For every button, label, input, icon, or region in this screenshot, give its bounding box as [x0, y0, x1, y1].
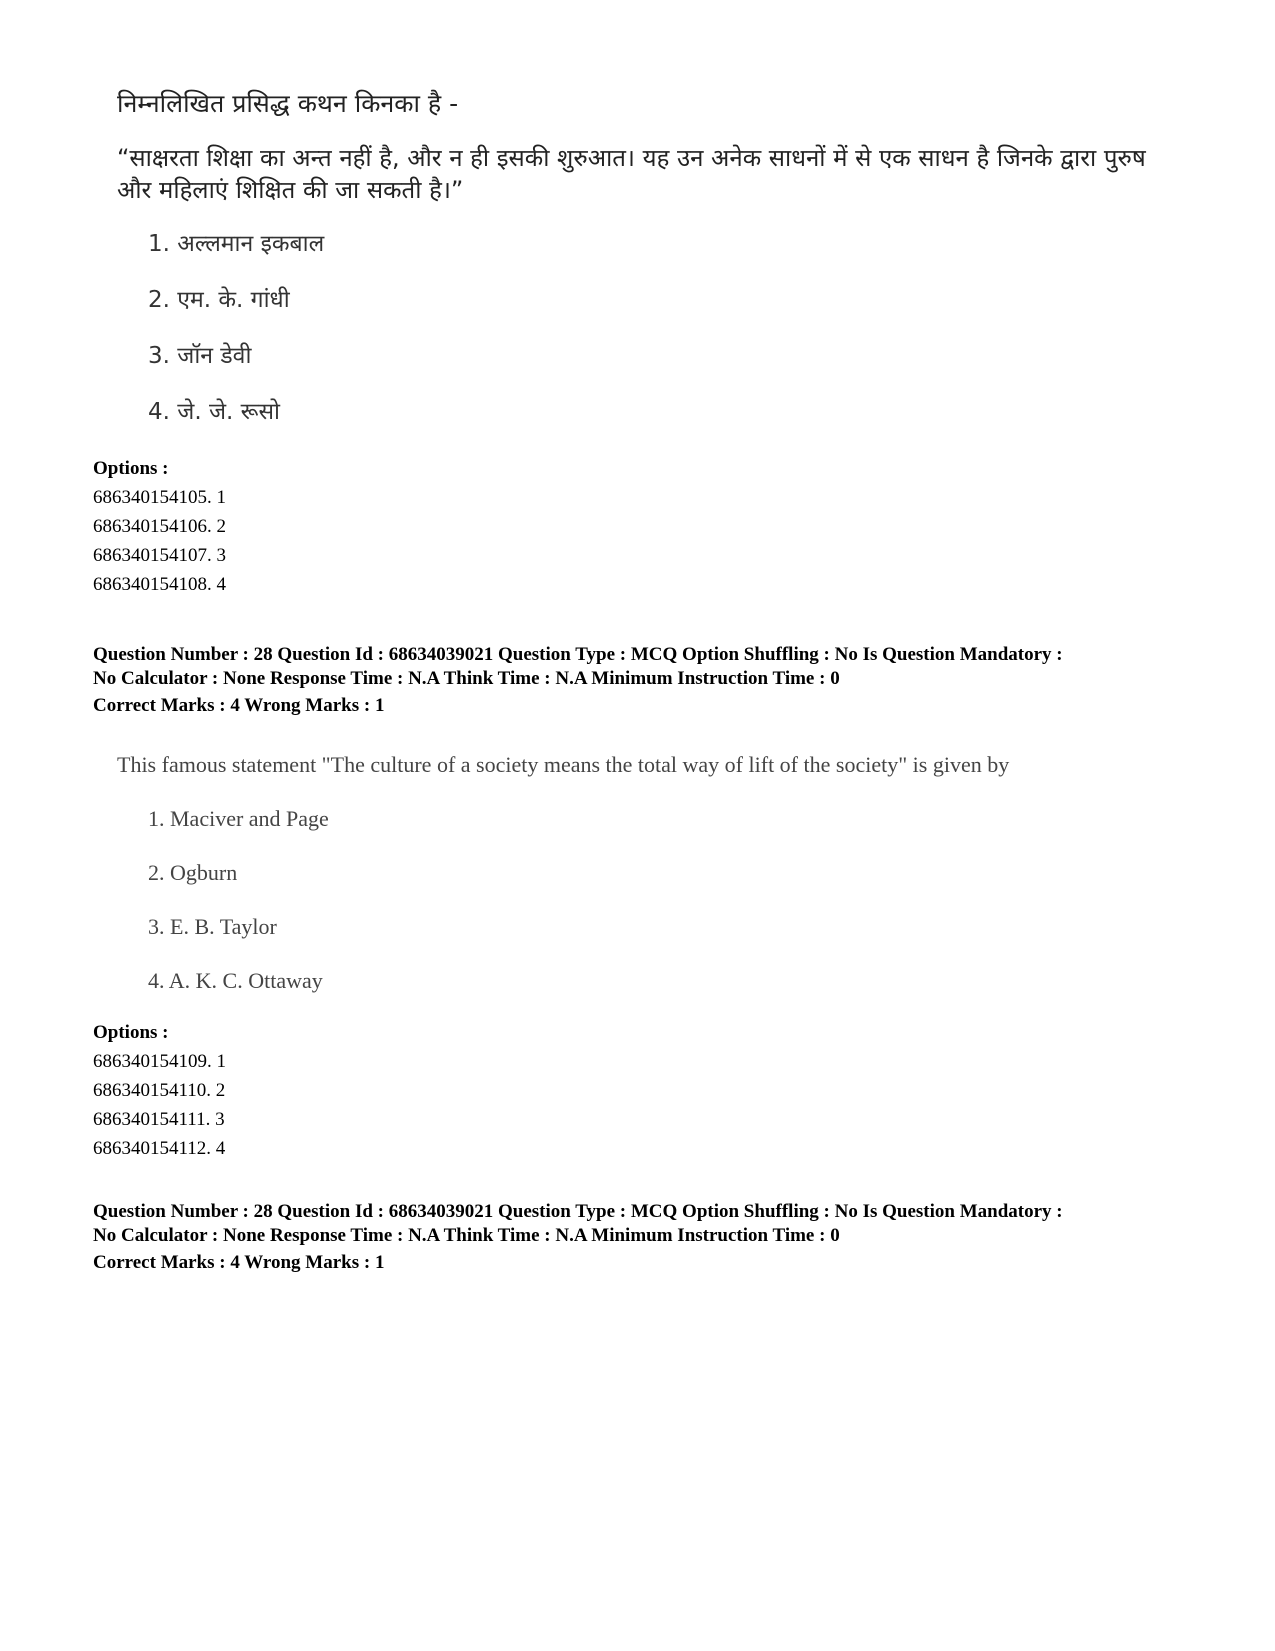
option-id: 686340154110. 2 — [93, 1080, 226, 1101]
question-header-line2: No Calculator : None Response Time : N.A Think Time : N.A Minimum Instruction Time : 0 — [93, 668, 840, 689]
choice-item: 2. एम. के. गांधी — [148, 287, 290, 313]
options-label: Options : — [93, 458, 169, 479]
question-header — [93, 1200, 1223, 1248]
option-id: 686340154109. 1 — [93, 1051, 226, 1072]
question-text: This famous statement "The culture of a society means the total way of lift of the society" is given by — [117, 752, 1010, 777]
option-id: 686340154107. 3 — [93, 545, 226, 566]
question-header-line1: Question Number : 28 Question Id : 68634039021 Question Type : MCQ Option Shuffling : No Is Question Mandatory : — [93, 1201, 1063, 1222]
question-header-line2: No Calculator : None Response Time : N.A Think Time : N.A Minimum Instruction Time : 0 — [93, 1225, 840, 1246]
choice-item: 1. अल्लमान इकबाल — [148, 231, 325, 257]
choice-item: 3. जॉन डेवी — [148, 343, 252, 369]
option-id: 686340154108. 4 — [93, 574, 226, 595]
question-text-hindi: निम्नलिखित प्रसिद्ध कथन किनका है - — [117, 89, 459, 118]
choice-item: 4. जे. जे. रूसो — [148, 399, 281, 425]
marks-line: Correct Marks : 4 Wrong Marks : 1 — [93, 695, 385, 716]
choice-item: 3. E. B. Taylor — [148, 914, 277, 939]
question-header — [93, 643, 1223, 691]
marks-line: Correct Marks : 4 Wrong Marks : 1 — [93, 1252, 385, 1273]
option-id: 686340154105. 1 — [93, 487, 226, 508]
quote-text-hindi: “साक्षरता शिक्षा का अन्त नहीं है, और न ही इसकी शुरुआत। यह उन अनेक साधनों में से एक साधन है जिनके द्वारा पुरुष और महिलाएं शिक्षित की जा सकती है।” — [117, 144, 1146, 204]
question-header-line1: Question Number : 28 Question Id : 68634039021 Question Type : MCQ Option Shuffling : No Is Question Mandatory : — [93, 644, 1063, 665]
option-id: 686340154111. 3 — [93, 1109, 225, 1130]
options-label: Options : — [93, 1022, 169, 1043]
choice-item: 2. Ogburn — [148, 860, 238, 885]
choice-item: 4. A. K. C. Ottaway — [148, 968, 323, 993]
option-id: 686340154106. 2 — [93, 516, 226, 537]
option-id: 686340154112. 4 — [93, 1138, 226, 1159]
choice-item: 1. Maciver and Page — [148, 806, 329, 831]
